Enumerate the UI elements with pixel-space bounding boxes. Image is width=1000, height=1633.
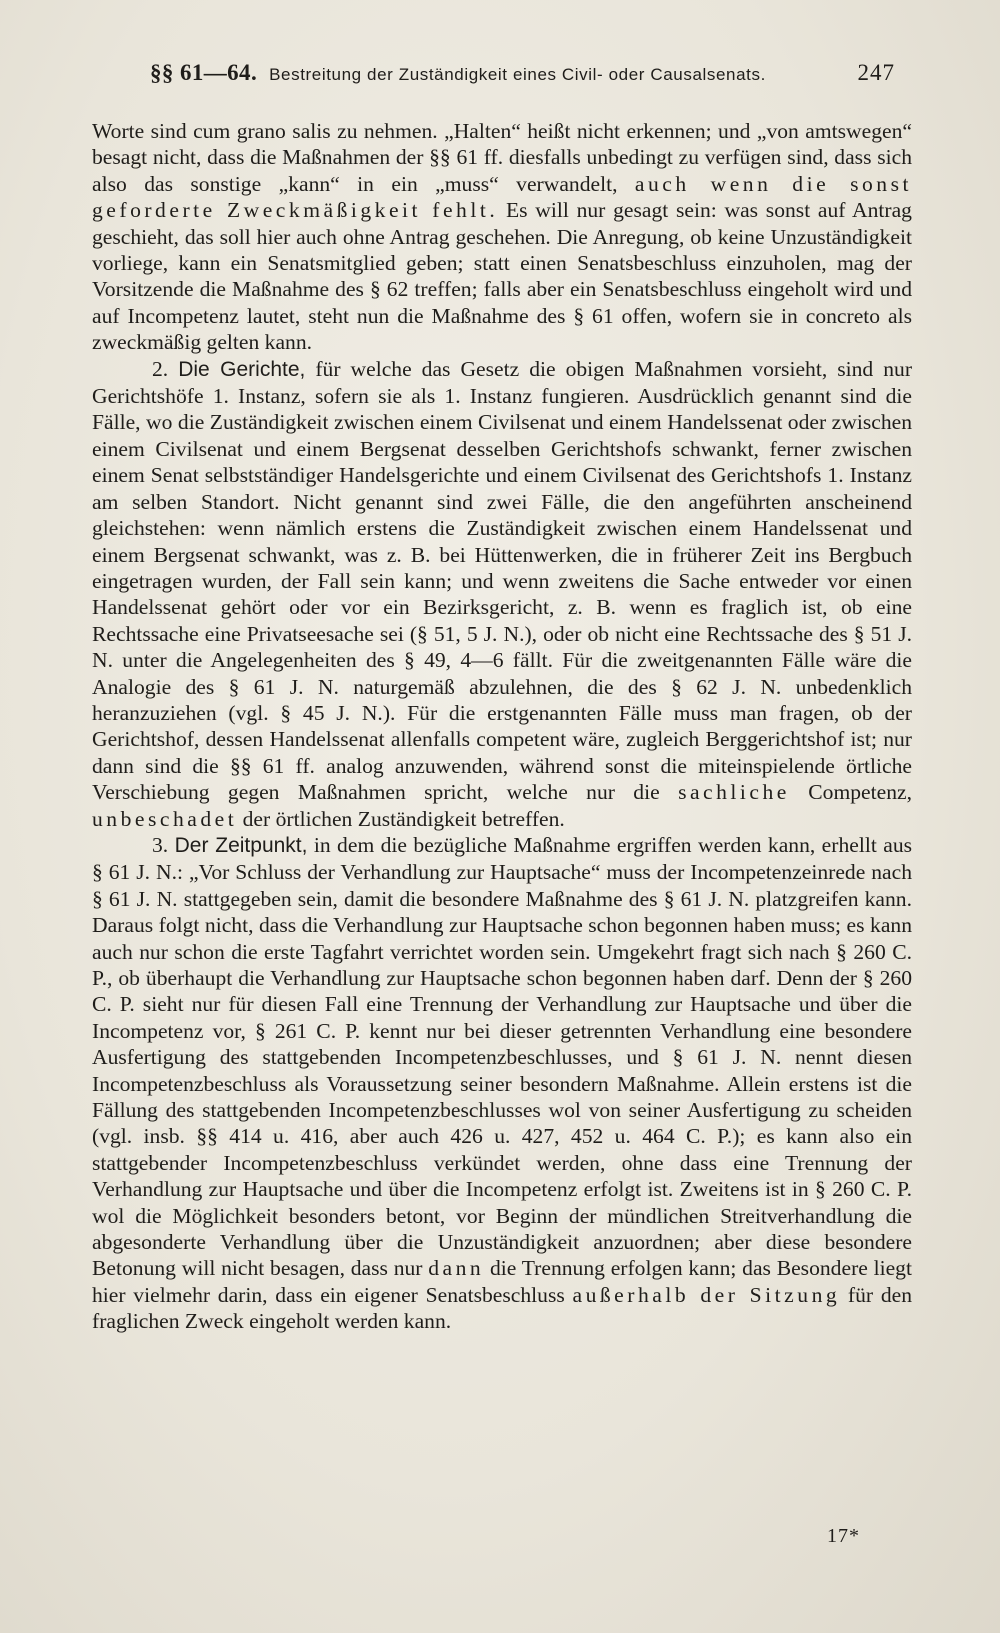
paragraph <box>92 832 912 1335</box>
spaced-emphasis: unbeschadet <box>92 806 238 831</box>
text-run: die Trennung erfolgen kann; das Besondere liegt hier vielmehr darin, dass ein eigener Senatsbeschluss <box>92 1256 912 1307</box>
page-number: 247 <box>857 60 895 85</box>
text-run: 3. <box>152 832 175 857</box>
text-run: 2. <box>152 356 179 381</box>
spaced-emphasis: sachliche <box>678 780 790 805</box>
spaced-emphasis: dann <box>428 1256 485 1281</box>
text-run: für welche das Gesetz die obigen Maßnahmen vorsieht, sind nur Gerichtshöfe 1. Instanz, sofern sie als 1. Instanz fungieren. Ausdrücklich genannt sind die Fälle, wo die Zuständigkeit zwischen einem Civilsenat und einem Handelssenat oder zwischen einem Civilsenat und einem Bergsenat desselben Gerichtshofs schwankt, ferner zwischen einem Senat selbstständiger Handelsgerichte und einem Civilsenat des Gerichtshofs 1. Instanz am selben Standort. Nicht genannt sind zwei Fälle, die den angeführten anscheinend gleichstehen: wenn nämlich erstens die Zuständigkeit zwischen einem Handelssenat und einem Bergsenat schwankt, was z. B. bei Hüttenwerken, die in früherer Zeit ins Bergbuch eingetragen wurden, der Fall sein kann; und wenn zweitens die Sache entweder vor einen Handelssenat gehört oder vor ein Bezirksgericht, z. B. wenn es fraglich ist, ob eine Rechtssache eine Privatseesache sei (§ 51, 5 J. N.), oder ob nicht eine Rechtssache des § 51 J. N. unter die Angelegenheiten des § 49, 4—6 fällt. Für die zweitgenannten Fälle wäre die Analogie des § 61 J. N. naturgemäß abzulehnen, die des § 62 J. N. unbedenklich heranzuziehen (vgl. § 45 J. N.). Für die erstgenannten Fälle muss man fragen, ob der Gerichtshof, dessen Handelssenat allenfalls competent wäre, zugleich Berggerichtshof ist; nur dann sind die §§ 61 ff. analog anzuwenden, während sonst die miteinspielende örtliche Verschiebung gegen Maßnahmen spricht, welche nur die <box>92 356 913 805</box>
text-run: Worte sind cum grano salis zu nehmen. „Halten“ heißt nicht erkennen; und „von amtswegen“ besagt nicht, dass die Maßnahmen der §§ 61 ff. diesfalls unbedingt zu verfügen sind, dass sich also das sonstige „kann“ in ein „muss“ verwandelt, <box>92 119 912 196</box>
printer-signature-mark: 17* <box>827 1525 860 1547</box>
text-run: Es will nur gesagt sein: was sonst auf Antrag geschieht, das soll hier auch ohne Antrag geschehen. Die Anregung, ob keine Unzuständigkeit vorliege, kann ein Senatsmitglied geben; statt einen Senatsbeschluss einzuholen, mag der Vorsitzende die Maßnahme des § 62 treffen; falls aber ein Senatsbeschluss eingeholt wird und auf Incompetenz lautet, steht nun die Maßnahme des § 61 offen, wofern sie in concreto als zweckmäßig gelten kann. <box>92 198 912 355</box>
text-run: der örtlichen Zuständigkeit betreffen. <box>237 806 565 831</box>
section-heading: Die Gerichte, <box>178 357 306 381</box>
spaced-emphasis: auch wenn die sonst geforderte Zweckmäßigkeit fehlt. <box>92 171 912 223</box>
header-section-range: §§ 61—64. <box>150 60 258 85</box>
header-title: Bestreitung der Zuständigkeit eines Civil- oder Causalsenats. <box>269 65 766 84</box>
paragraph <box>92 356 912 832</box>
text-run: in dem die bezügliche Maßnahme ergriffen werden kann, erhellt aus § 61 J. N.: „Vor Schluss der Verhandlung zur Hauptsache“ muss der Incompetenzeinrede nach § 61 J. N. stattgegeben sein, damit die besondere Maßnahme des § 61 J. N. platzgreifen kann. Daraus folgt nicht, dass die Verhandlung zur Hauptsache schon begonnen haben muss; es kann auch nur schon die erste Tagfahrt verrichtet worden sein. Umgekehrt fragt sich nach § 260 C. P., ob überhaupt die Verhandlung zur Hauptsache schon begonnen haben darf. Denn der § 260 C. P. sieht nur für diesen Fall eine Trennung der Verhandlung zur Hauptsache und über die Incompetenz vor, § 261 C. P. kennt nur bei dieser getrennten Verhandlung eine besondere Ausfertigung des stattgebenden Incompetenzbeschlusses, und § 61 J. N. nennt diesen Incompetenzbeschluss als Voraussetzung seiner besondern Maßnahme. Allein erstens ist die Fällung des stattgebenden Incompetenzbeschlusses wol von seiner Ausfertigung zu scheiden (vgl. insb. §§ 414 u. 416, aber auch 426 u. 427, 452 u. 464 C. P.); es kann also ein stattgebender Incompetenzbeschluss verkündet werden, ohne dass eine Trennung der Verhandlung zur Hauptsache und über die Incompetenz erfolgt ist. Zweitens ist in § 260 C. P. wol die Möglichkeit besonders betont, vor Beginn der mündlichen Streitverhandlung die abgesonderte Verhandlung über die Unzuständigkeit anzuordnen; aber diese besondere Betonung will nicht besagen, dass nur <box>92 832 913 1281</box>
running-header <box>150 60 895 100</box>
paragraph <box>92 118 912 356</box>
section-heading: Der Zeitpunkt, <box>174 833 308 857</box>
text-run: Competenz, <box>789 780 913 805</box>
spaced-emphasis: außerhalb der Sitzung <box>572 1282 841 1307</box>
body-text <box>92 118 912 1335</box>
text-run: für den fraglichen Zweck eingeholt werden kann. <box>92 1282 913 1334</box>
